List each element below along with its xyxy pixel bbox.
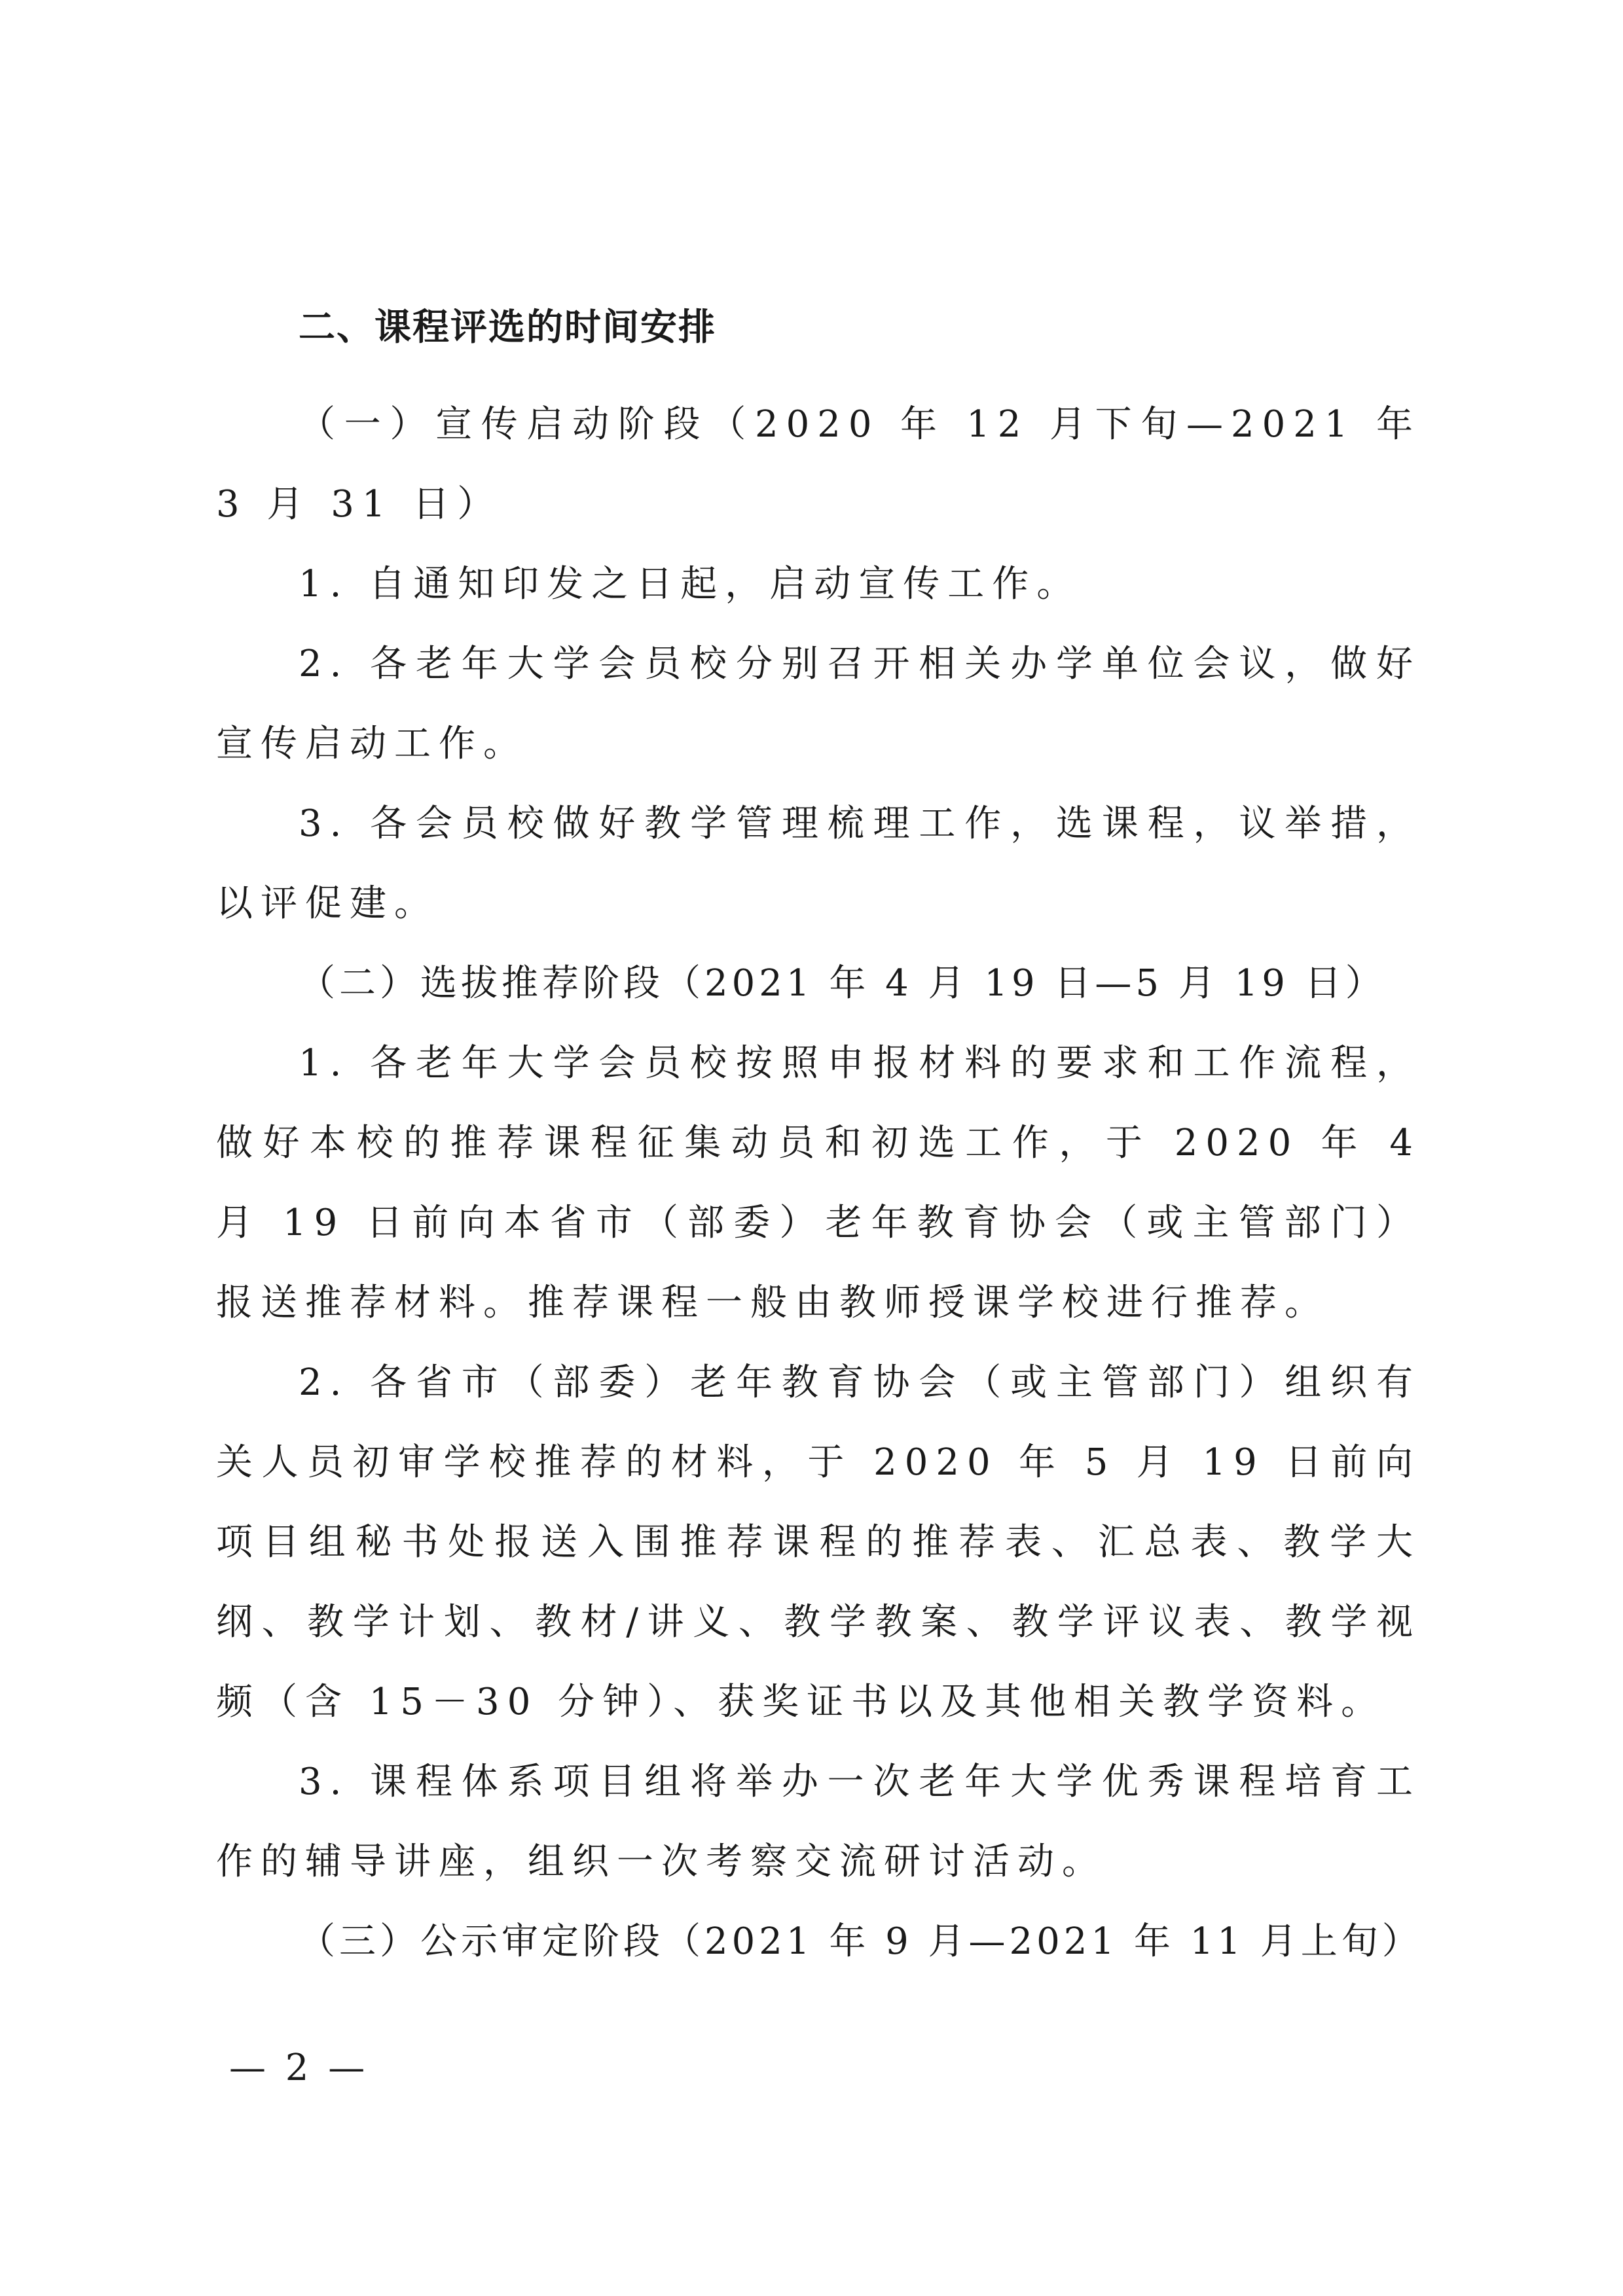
section-heading: 二、课程评选的时间安排: [299, 306, 716, 349]
paragraph: 1. 自通知印发之日起，启动宣传工作。: [299, 563, 1082, 605]
page-number: — 2 —: [229, 2047, 369, 2089]
document-body: [216, 288, 1421, 1982]
paragraph: 2. 各老年大学会员校分别召开相关办学单位会议，做好宣传启动工作。: [216, 643, 1421, 765]
paragraph: 2. 各省市（部委）老年教育协会（或主管部门）组织有关人员初审学校推荐的材料，于 2020 年 5 月 19 日前向项目组秘书处报送入围推荐课程的推荐表、汇总表、教学大纲、教学计划、教材/讲义、教学教案、教学评议表、教学视频（含 15－30 分钟）、获奖证书以及其他相关教学资料。: [216, 1361, 1421, 1723]
paragraph: 3. 课程体系项目组将举办一次老年大学优秀课程培育工作的辅导讲座，组织一次考察交流研讨活动。: [216, 1761, 1421, 1883]
paragraph: 1. 各老年大学会员校按照申报材料的要求和工作流程，做好本校的推荐课程征集动员和初选工作，于 2020 年 4 月 19 日前向本省市（部委）老年教育协会（或主管部门）报送推荐材料。推荐课程一般由教师授课学校进行推荐。: [216, 1042, 1421, 1324]
paragraph: 3. 各会员校做好教学管理梳理工作，选课程，议举措，以评促建。: [216, 802, 1421, 925]
subsection-heading-2: （二）选拔推荐阶段（2021 年 4 月 19 日—5 月 19 日）: [299, 962, 1386, 1005]
subsection-heading-1: （一）宣传启动阶段（2020 年 12 月下旬—2021 年 3 月 31 日）: [216, 403, 1421, 526]
subsection-heading-3: （三）公示审定阶段（2021 年 9 月—2021 年 11 月上旬）: [299, 1920, 1423, 1963]
